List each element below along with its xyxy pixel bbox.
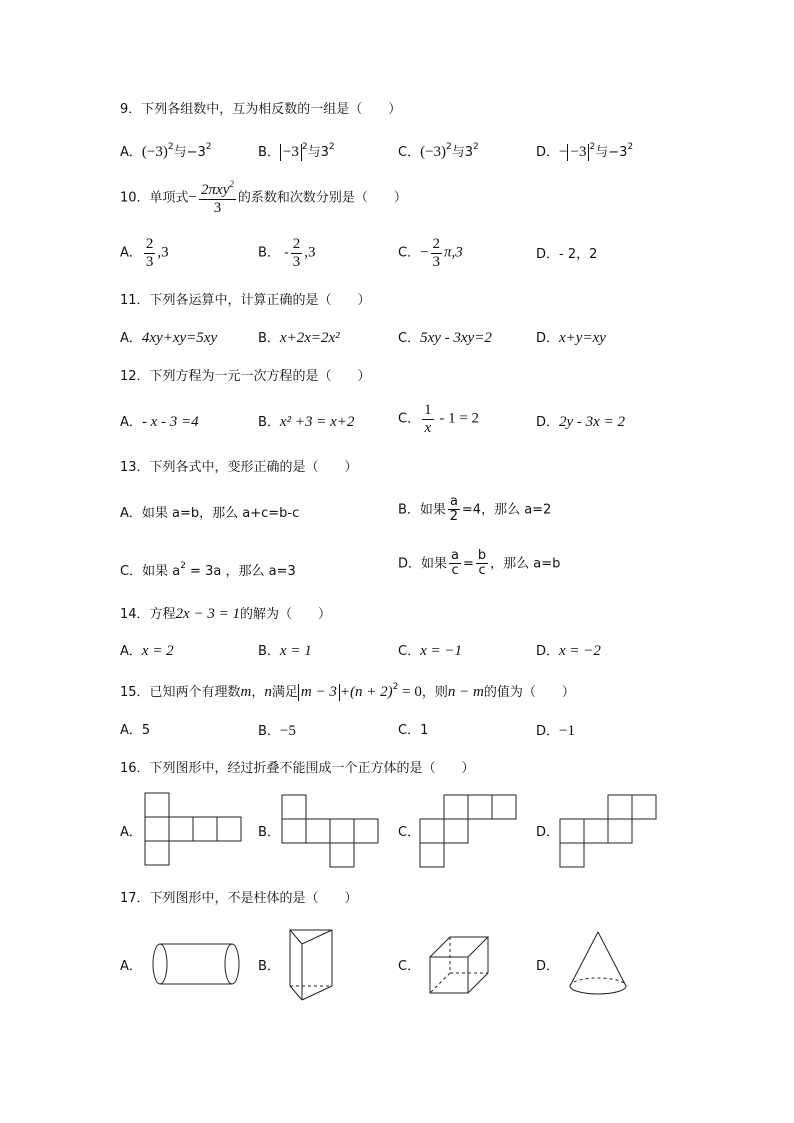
q16-label-c[interactable]: C． (398, 825, 421, 840)
q17-cuboid[interactable] (428, 935, 492, 997)
q16-net-c[interactable] (420, 795, 520, 870)
question-15-stem: 15．已知两个有理数m，n满足 $m - 3 +(n + 2)^2 = 0$，则n − m的值为（ ） (120, 682, 575, 700)
question-11-stem: 11．下列各运算中，计算正确的是（ ） (120, 293, 371, 308)
q13-option-d[interactable]: D．如果 $\frac{a}{c}$ = $\frac{b}{c}$ ，那么 a=b (398, 548, 561, 579)
q12-option-a[interactable]: A．- x - 3 =4 (120, 414, 199, 430)
q17-triangular-prism[interactable] (288, 928, 338, 1004)
fraction: $\frac{2\pi xy^2}{3}$ (201, 179, 234, 216)
q12-option-d[interactable]: D．2y - 3x = 2 (536, 414, 625, 430)
q16-label-d[interactable]: D． (536, 825, 560, 840)
q14-option-d[interactable]: D．x = −2 (536, 643, 601, 659)
q16-label-a[interactable]: A． (120, 825, 142, 840)
q9-option-c[interactable]: C．$(-3)^2$与$3^2$ (398, 142, 479, 160)
q17-label-c[interactable]: C． (398, 959, 421, 974)
q9-option-d[interactable]: D．− −3 $^2$与$-3^2$ (536, 142, 634, 160)
question-13-stem: 13．下列各式中，变形正确的是（ ） (120, 460, 358, 475)
q15-option-d[interactable]: D．−1 (536, 723, 575, 739)
q14-option-c[interactable]: C．x = −1 (398, 643, 462, 659)
q15-option-b[interactable]: B．−5 (258, 723, 296, 739)
q15-option-c[interactable]: C．1 (398, 723, 429, 738)
question-14-stem: 14．方程2x − 3 = 1的解为（ ） (120, 606, 331, 622)
q10-option-c[interactable]: C．− $\frac{2}{3}$ π,3 (398, 236, 463, 270)
q16-net-d[interactable] (560, 795, 660, 870)
q11-option-c[interactable]: C．5xy - 3xy=2 (398, 330, 492, 346)
question-17-stem: 17．下列图形中，不是柱体的是（ ） (120, 891, 358, 906)
q17-label-b[interactable]: B． (258, 959, 280, 974)
q13-option-b[interactable]: B．如果 $\frac{a}{2}$ =4，那么 a=2 (398, 494, 552, 525)
question-16-stem: 16．下列图形中，经过折叠不能围成一个正方体的是（ ） (120, 761, 475, 776)
q16-net-b[interactable] (282, 795, 382, 870)
q11-option-a[interactable]: A．4xy+xy=5xy (120, 330, 218, 346)
q12-option-b[interactable]: B．x² +3 = x+2 (258, 414, 355, 430)
q17-cone[interactable] (568, 930, 632, 1000)
q16-label-b[interactable]: B． (258, 825, 280, 840)
q9-option-b[interactable]: B． −3 $^2$与$3^2$ (258, 142, 335, 160)
q11-option-b[interactable]: B．x+2x=2x² (258, 330, 340, 346)
q9-option-a[interactable]: A．$(-3)^2$与$-3^2$ (120, 142, 212, 160)
q13-option-a[interactable]: A．如果 a=b，那么 a+c=b-c (120, 506, 300, 521)
q13-option-c[interactable]: C．如果 $a^2 = 3a$ ，那么 a=3 (120, 561, 296, 579)
q14-option-a[interactable]: A．x = 2 (120, 643, 174, 659)
question-10-stem: 10．单项式− $\frac{2\pi xy^2}{3}$ 的系数和次数分别是（ ） (120, 179, 407, 216)
question-9-stem: 9．下列各组数中，互为相反数的一组是（ ） (120, 102, 402, 117)
q16-net-a[interactable] (145, 793, 245, 868)
q17-label-d[interactable]: D． (536, 959, 560, 974)
q14-option-b[interactable]: B．x = 1 (258, 643, 312, 659)
q12-option-c[interactable]: C． $\frac{1}{x}$ - 1 = 2 (398, 402, 480, 436)
q17-label-a[interactable]: A． (120, 959, 142, 974)
q10-option-d[interactable]: D．- 2，2 (536, 247, 598, 262)
q17-cylinder[interactable] (152, 943, 244, 987)
question-12-stem: 12．下列方程为一元一次方程的是（ ） (120, 369, 371, 384)
q15-option-a[interactable]: A．5 (120, 723, 151, 738)
q10-option-b[interactable]: B． - $\frac{2}{3}$ ,3 (258, 236, 316, 270)
q11-option-d[interactable]: D．x+y=xy (536, 330, 606, 346)
q10-option-a[interactable]: A． $\frac{2}{3}$ ,3 (120, 236, 169, 270)
